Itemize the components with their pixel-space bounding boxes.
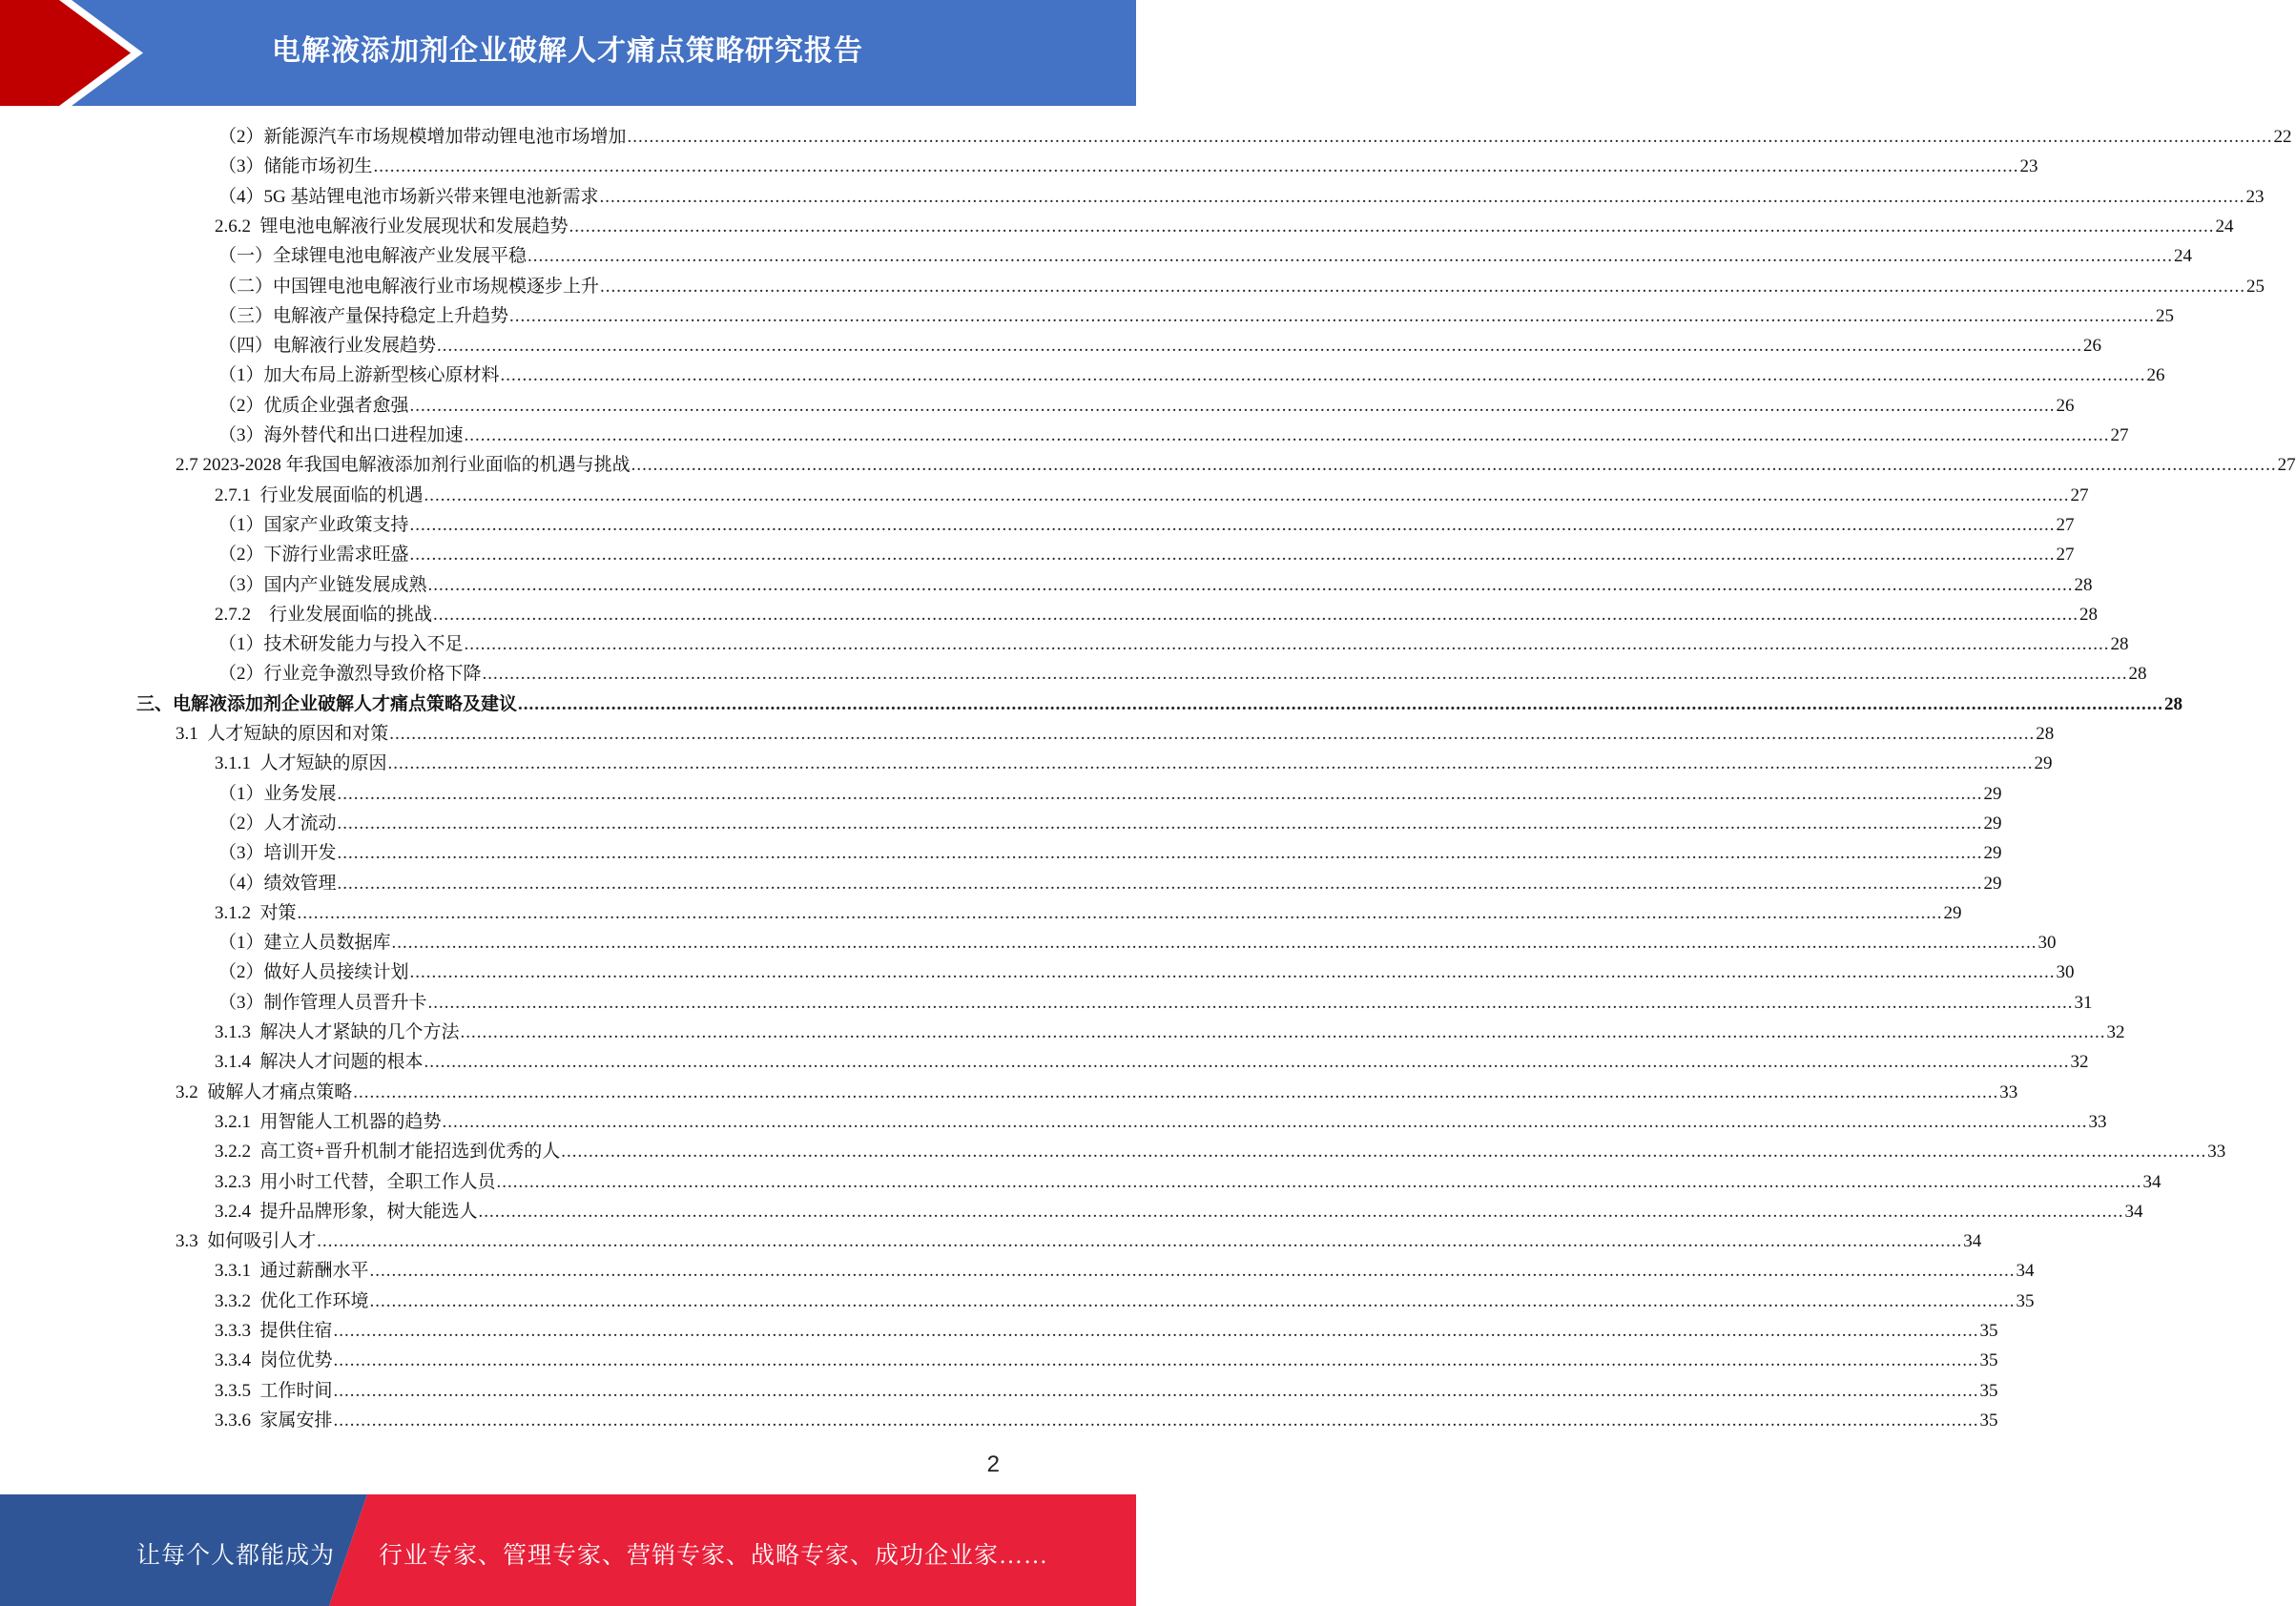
toc-entry-title: （2）优质企业强者愈强 [218, 395, 409, 416]
toc-entry-title: （2）做好人员接续计划 [218, 962, 409, 983]
toc-entry-title: （3）储能市场初生 [218, 156, 373, 177]
toc-entry-page: 25 [2156, 305, 2175, 326]
toc-leader-dots: ............................................................................................................................................................................................................................................................................................................ [409, 395, 2056, 416]
toc-entry[interactable] [215, 1287, 2035, 1316]
toc-entry-page: 35 [1979, 1321, 1998, 1341]
toc-entry[interactable] [215, 1047, 2089, 1077]
toc-leader-dots: ............................................................................................................................................................................................................................................................................................................ [337, 783, 1983, 804]
toc-entry-title: 2.7.1 行业发展面临的机遇 [215, 484, 424, 505]
toc-entry[interactable] [218, 360, 2165, 390]
toc-entry[interactable] [176, 719, 2055, 749]
toc-entry-page: 24 [2215, 216, 2234, 237]
toc-leader-dots: ............................................................................................................................................................................................................................................................................................................ [631, 455, 2277, 476]
toc-entry[interactable] [218, 809, 2002, 838]
toc-entry[interactable] [218, 182, 2265, 212]
toc-entry-title: （三）电解液产量保持稳定上升趋势 [218, 305, 509, 326]
toc-entry-page: 29 [1983, 813, 2002, 834]
toc-leader-dots: ............................................................................................................................................................................................................................................................................................................ [337, 873, 1983, 894]
toc-leader-dots: ............................................................................................................................................................................................................................................................................................................ [333, 1350, 1979, 1371]
toc-entry-title: （四）电解液行业发展趋势 [218, 336, 437, 357]
toc-entry-title: （3）国内产业链发展成熟 [218, 574, 427, 595]
toc-entry-page: 27 [2277, 455, 2296, 476]
toc-entry-page: 22 [2273, 127, 2292, 147]
toc-entry[interactable] [218, 272, 2265, 301]
toc-entry-page: 29 [1983, 873, 2002, 894]
page-number: 2 [986, 1452, 1000, 1477]
toc-entry-title: 3.1.4 解决人才问题的根本 [215, 1052, 424, 1073]
toc-leader-dots: ............................................................................................................................................................................................................................................................................................................ [518, 693, 2164, 714]
toc-entry[interactable] [176, 1078, 2018, 1107]
toc-leader-dots: ............................................................................................................................................................................................................................................................................................................ [369, 1261, 2016, 1282]
toc-entry-page: 27 [2110, 425, 2129, 445]
toc-entry[interactable] [218, 510, 2075, 540]
toc-entry-page: 26 [2056, 395, 2075, 416]
toc-entry-page: 28 [2128, 664, 2147, 685]
toc-entry-page: 35 [1979, 1350, 1998, 1371]
toc-entry-page: 32 [2070, 1052, 2089, 1073]
toc-entry[interactable] [176, 450, 2296, 480]
toc-entry[interactable] [215, 600, 2099, 629]
toc-leader-dots: ............................................................................................................................................................................................................................................................................................................ [433, 604, 2079, 625]
toc-entry-page: 34 [1963, 1231, 1982, 1252]
toc-entry-page: 35 [2016, 1290, 2035, 1311]
toc-entry[interactable] [136, 690, 2183, 719]
toc-entry-title: （2）新能源汽车市场规模增加带动锂电池市场增加 [218, 127, 627, 147]
toc-entry-title: （1）加大布局上游新型核心原材料 [218, 365, 500, 386]
toc-entry-page: 28 [2110, 634, 2129, 655]
toc-entry-title: （3）培训开发 [218, 843, 337, 864]
toc-entry[interactable] [218, 331, 2102, 360]
footer-slogan-right: 行业专家、管理专家、营销专家、战略专家、成功企业家…… [379, 1543, 1049, 1569]
toc-leader-dots: ............................................................................................................................................................................................................................................................................................................ [424, 484, 2070, 505]
toc-entry-page: 32 [2106, 1022, 2125, 1042]
toc-entry-title: （2）人才流动 [218, 813, 337, 834]
toc-entry-page: 27 [2056, 545, 2075, 566]
toc-entry-title: 3.3 如何吸引人才 [176, 1231, 317, 1252]
toc-entry-title: 2.6.2 锂电池电解液行业发展现状和发展趋势 [215, 216, 569, 237]
toc-leader-dots: ............................................................................................................................................................................................................................................................................................................ [424, 1052, 2070, 1073]
toc-entry[interactable] [218, 540, 2075, 569]
toc-entry-page: 28 [2036, 724, 2055, 744]
page-header [0, 0, 1136, 106]
toc-entry-title: 3.1 人才短缺的原因和对策 [176, 724, 389, 744]
toc-entry[interactable] [215, 1376, 1998, 1406]
toc-entry-page: 34 [2124, 1201, 2143, 1222]
toc-entry-title: 3.3.2 优化工作环境 [215, 1290, 369, 1311]
toc-entry-page: 29 [1943, 902, 1962, 923]
toc-leader-dots: ............................................................................................................................................................................................................................................................................................................ [317, 1231, 1963, 1252]
toc-leader-dots: ............................................................................................................................................................................................................................................................................................................ [599, 186, 2245, 207]
toc-leader-dots: ............................................................................................................................................................................................................................................................................................................ [333, 1410, 1979, 1431]
toc-leader-dots: ............................................................................................................................................................................................................................................................................................................ [389, 724, 2036, 744]
toc-entry[interactable] [215, 1018, 2125, 1047]
toc-leader-dots: ............................................................................................................................................................................................................................................................................................................ [509, 305, 2156, 326]
toc-leader-dots: ............................................................................................................................................................................................................................................................................................................ [437, 336, 2083, 357]
toc-entry[interactable] [215, 898, 1962, 928]
toc-leader-dots: ............................................................................................................................................................................................................................................................................................................ [369, 1290, 2016, 1311]
toc-entry-title: 3.3.1 通过薪酬水平 [215, 1261, 369, 1282]
toc-entry[interactable] [218, 838, 2002, 868]
toc-leader-dots: ............................................................................................................................................................................................................................................................................................................ [464, 634, 2110, 655]
toc-entry-page: 35 [1979, 1380, 1998, 1401]
toc-entry[interactable] [215, 1167, 2162, 1197]
toc-entry-page: 33 [2088, 1111, 2107, 1132]
toc-entry[interactable] [218, 988, 2093, 1018]
toc-entry-title: （1）业务发展 [218, 783, 337, 804]
toc-entry-title: （3）制作管理人员晋升卡 [218, 992, 427, 1013]
toc-entry-page: 29 [1983, 843, 2002, 864]
toc-entry-title: 3.3.3 提供住宿 [215, 1321, 333, 1341]
toc-entry-page: 28 [2074, 574, 2093, 595]
toc-entry[interactable] [218, 659, 2147, 689]
toc-entry-page: 34 [2142, 1171, 2162, 1192]
toc-entry[interactable] [215, 1256, 2035, 1286]
toc-entry-page: 31 [2074, 992, 2093, 1013]
toc-entry[interactable] [218, 570, 2093, 600]
toc-entry-page: 30 [2037, 933, 2057, 954]
toc-entry-page: 29 [2034, 753, 2053, 774]
toc-entry-page: 34 [2016, 1261, 2035, 1282]
toc-leader-dots: ............................................................................................................................................................................................................................................................................................................ [569, 216, 2215, 237]
toc-entry-page: 23 [2245, 186, 2265, 207]
toc-entry-title: 3.2.3 用小时工代替，全职工作人员 [215, 1171, 496, 1192]
toc-entry-title: 3.2.2 高工资+晋升机制才能招选到优秀的人 [215, 1142, 561, 1163]
toc-entry-title: 2.7.2 行业发展面临的挑战 [215, 604, 433, 625]
toc-entry-page: 27 [2070, 484, 2089, 505]
toc-leader-dots: ............................................................................................................................................................................................................................................................................................................ [527, 246, 2174, 267]
toc-entry-title: 3.2.1 用智能人工机器的趋势 [215, 1111, 442, 1132]
toc-entry-title: 3.2.4 提升品牌形象，树大能选人 [215, 1201, 478, 1222]
toc-entry[interactable] [215, 1107, 2107, 1137]
toc-leader-dots: ............................................................................................................................................................................................................................................................................................................ [333, 1380, 1979, 1401]
toc-leader-dots: ............................................................................................................................................................................................................................................................................................................ [496, 1171, 2142, 1192]
toc-leader-dots: ............................................................................................................................................................................................................................................................................................................ [409, 514, 2056, 535]
toc-leader-dots: ............................................................................................................................................................................................................................................................................................................ [600, 276, 2246, 297]
toc-leader-dots: ............................................................................................................................................................................................................................................................................................................ [427, 574, 2074, 595]
toc-entry-title: （1）国家产业政策支持 [218, 514, 409, 535]
toc-entry-page: 27 [2056, 514, 2075, 535]
toc-leader-dots: ............................................................................................................................................................................................................................................................................................................ [333, 1321, 1979, 1341]
toc-entry-page: 35 [1979, 1410, 1998, 1431]
toc-entry[interactable] [218, 421, 2129, 450]
toc-entry[interactable] [215, 1346, 1998, 1375]
toc-entry-title: 3.3.4 岗位优势 [215, 1350, 333, 1371]
toc-leader-dots: ............................................................................................................................................................................................................................................................................................................ [482, 664, 2128, 685]
toc-leader-dots: ............................................................................................................................................................................................................................................................................................................ [442, 1111, 2088, 1132]
toc-entry-title: （二）中国锂电池电解液行业市场规模逐步上升 [218, 276, 600, 297]
toc-entry-title: （2）下游行业需求旺盛 [218, 545, 409, 566]
toc-entry[interactable] [215, 481, 2089, 510]
toc-entry[interactable] [176, 1226, 1982, 1256]
toc-entry[interactable] [218, 869, 2002, 898]
toc-entry[interactable] [215, 1406, 1998, 1435]
page-footer [0, 1494, 1136, 1606]
toc-entry-title: 3.3.6 家属安排 [215, 1410, 333, 1431]
toc-leader-dots: ............................................................................................................................................................................................................................................................................................................ [391, 933, 2037, 954]
toc-entry-page: 26 [2146, 365, 2165, 386]
toc-leader-dots: ............................................................................................................................................................................................................................................................................................................ [627, 127, 2273, 147]
toc-leader-dots: ............................................................................................................................................................................................................................................................................................................ [409, 962, 2056, 983]
toc-entry-page: 30 [2056, 962, 2075, 983]
toc-entry-title: 3.3.5 工作时间 [215, 1380, 333, 1401]
toc-entry-page: 33 [2207, 1142, 2226, 1163]
toc-entry-page: 24 [2174, 246, 2193, 267]
toc-leader-dots: ............................................................................................................................................................................................................................................................................................................ [460, 1022, 2106, 1042]
toc-entry-title: （一）全球锂电池电解液产业发展平稳 [218, 246, 527, 267]
toc-entry[interactable] [218, 241, 2193, 271]
toc-leader-dots: ............................................................................................................................................................................................................................................................................................................ [561, 1142, 2207, 1163]
toc-entry-title: 三、电解液添加剂企业破解人才痛点策略及建议 [136, 693, 518, 714]
footer-slogan-left: 让每个人都能成为 [136, 1543, 336, 1569]
toc-entry-title: （4）5G 基站锂电池市场新兴带来锂电池新需求 [218, 186, 599, 207]
toc-entry-title: （4）绩效管理 [218, 873, 337, 894]
toc-leader-dots: ............................................................................................................................................................................................................................................................................................................ [500, 365, 2146, 386]
toc-entry[interactable] [215, 1197, 2143, 1226]
toc-leader-dots: ............................................................................................................................................................................................................................................................................................................ [387, 753, 2034, 774]
toc-entry-title: 2.7 2023-2028 年我国电解液添加剂行业面临的机遇与挑战 [176, 455, 631, 476]
toc-entry-page: 28 [2079, 604, 2099, 625]
toc-leader-dots: ............................................................................................................................................................................................................................................................................................................ [297, 902, 1943, 923]
toc-entry[interactable] [215, 749, 2053, 778]
toc-entry-title: （1）技术研发能力与投入不足 [218, 634, 464, 655]
toc-entry-title: （3）海外替代和出口进程加速 [218, 425, 464, 445]
toc-entry-title: 3.1.1 人才短缺的原因 [215, 753, 387, 774]
toc-entry[interactable] [218, 629, 2129, 659]
toc-entry[interactable] [218, 301, 2175, 331]
toc-entry[interactable] [218, 122, 2292, 152]
toc-leader-dots: ............................................................................................................................................................................................................................................................................................................ [464, 425, 2110, 445]
toc-entry-page: 33 [1999, 1081, 2018, 1102]
toc-entry-page: 23 [2019, 156, 2038, 177]
toc-entry[interactable] [218, 928, 2057, 957]
toc-entry[interactable] [218, 957, 2075, 987]
toc-leader-dots: ............................................................................................................................................................................................................................................................................................................ [373, 156, 2019, 177]
report-title: 电解液添加剂企业破解人才痛点策略研究报告 [272, 34, 863, 68]
toc-entry-page: 28 [2164, 693, 2183, 714]
toc-entry-title: 3.2 破解人才痛点策略 [176, 1081, 353, 1102]
toc-leader-dots: ............................................................................................................................................................................................................................................................................................................ [337, 813, 1983, 834]
toc-entry-title: （1）建立人员数据库 [218, 933, 391, 954]
toc-entry-page: 25 [2246, 276, 2265, 297]
toc-entry[interactable] [215, 1137, 2226, 1166]
toc-entry-title: 3.1.2 对策 [215, 902, 297, 923]
toc-entry-title: （2）行业竞争激烈导致价格下降 [218, 664, 482, 685]
arrow-chevron-icon [0, 0, 153, 106]
toc-leader-dots: ............................................................................................................................................................................................................................................................................................................ [478, 1201, 2124, 1222]
toc-leader-dots: ............................................................................................................................................................................................................................................................................................................ [337, 843, 1983, 864]
toc-entry[interactable] [218, 779, 2002, 809]
toc-entry-page: 29 [1983, 783, 2002, 804]
toc-leader-dots: ............................................................................................................................................................................................................................................................................................................ [409, 545, 2056, 566]
toc-entry[interactable] [218, 391, 2075, 421]
toc-entry[interactable] [218, 152, 2038, 181]
toc-entry[interactable] [215, 1316, 1998, 1346]
toc-entry-title: 3.1.3 解决人才紧缺的几个方法 [215, 1022, 460, 1042]
toc-leader-dots: ............................................................................................................................................................................................................................................................................................................ [353, 1081, 1999, 1102]
toc-leader-dots: ............................................................................................................................................................................................................................................................................................................ [427, 992, 2074, 1013]
toc-entry-page: 26 [2083, 336, 2102, 357]
toc-entry[interactable] [215, 212, 2234, 241]
